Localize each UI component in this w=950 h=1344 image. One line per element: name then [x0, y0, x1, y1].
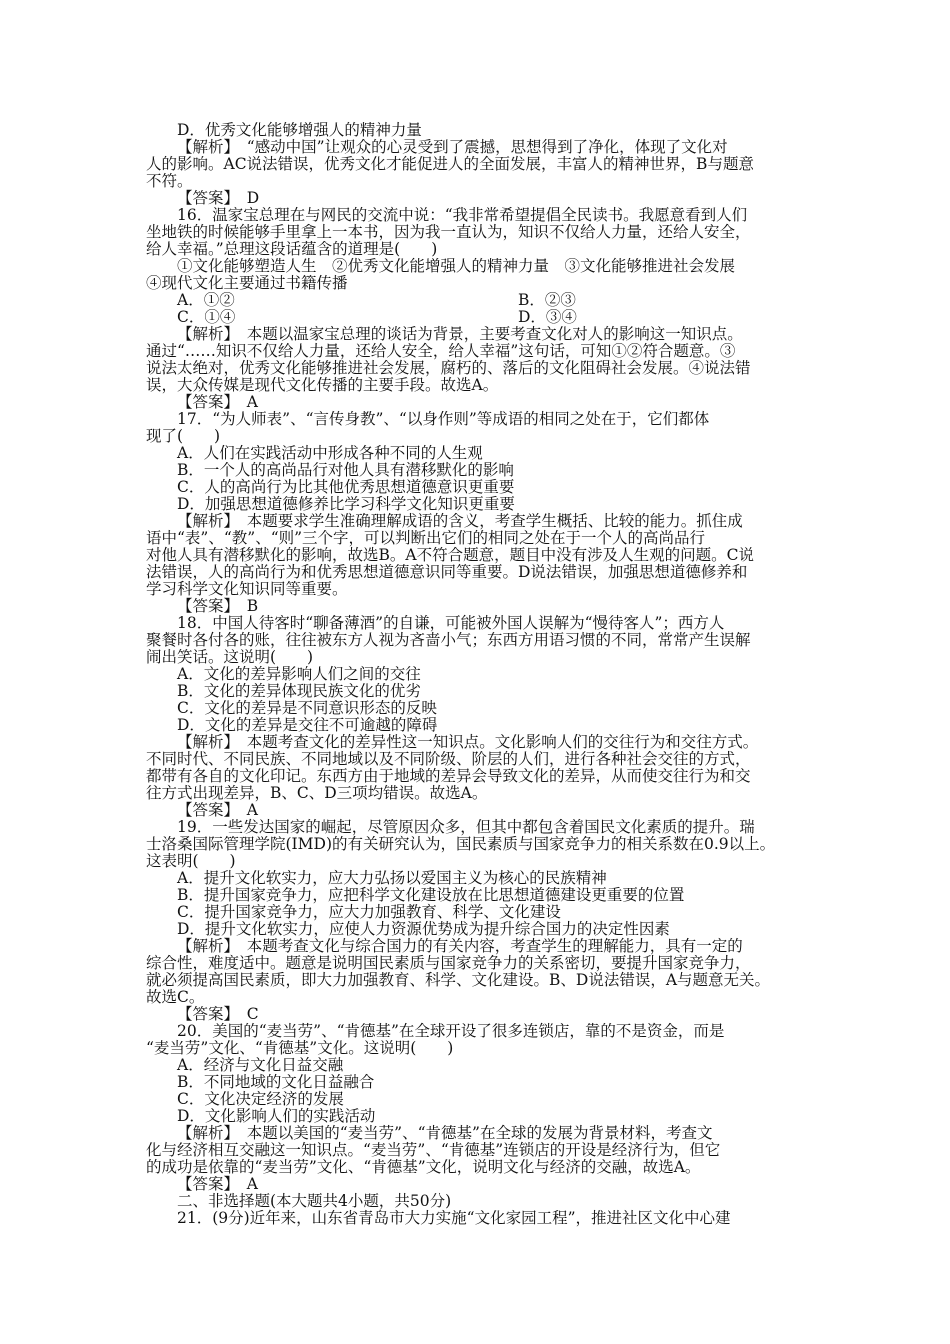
option-b: B．②③	[518, 291, 576, 309]
analysis-line: 都带有各自的文化印记。东西方由于地域的差异会导致文化的差异，从而使交往行为和交	[146, 767, 751, 785]
analysis-line: 学习科学文化知识同等重要。	[146, 580, 348, 598]
question-17-line: 17．“为人师表”、“言传身教”、“以身作则”等成语的相同之处在于，它们都体	[177, 410, 710, 428]
question-21-line: 21．(9分)近年来，山东省青岛市大力实施“文化家园工程”，推进社区文化中心建	[177, 1209, 731, 1227]
question-20-line: “麦当劳”文化、“肯德基”文化。这说明( )	[146, 1039, 454, 1057]
answer-line: 【答案】 C	[177, 1005, 259, 1023]
option-c: C．文化决定经济的发展	[177, 1090, 344, 1108]
question-16-line: 给人幸福。”总理这段话蕴含的道理是( )	[146, 240, 438, 258]
option-d: D．文化的差异是交往不可逾越的障碍	[177, 716, 438, 734]
analysis-line: 不符。	[146, 172, 193, 190]
option-c: C．文化的差异是不同意识形态的反映	[177, 699, 437, 717]
answer-line: 【答案】 A	[177, 801, 258, 819]
option-b: B．一个人的高尚品行对他人具有潜移默化的影响	[177, 461, 514, 479]
analysis-line: 故选C。	[146, 988, 205, 1006]
analysis-line: 不同时代、不同民族、不同地域以及不同阶级、阶层的人们，进行各种社会交往的方式，	[146, 750, 751, 768]
option-c: C．人的高尚行为比其他优秀思想道德意识更重要	[177, 478, 515, 496]
option-b: B．文化的差异体现民族文化的优劣	[177, 682, 421, 700]
statement-line: ①文化能够塑造人生 ②优秀文化能增强人的精神力量 ③文化能够推进社会发展	[177, 257, 736, 275]
option-c: C．提升国家竞争力，应大力加强教育、科学、文化建设	[177, 903, 561, 921]
option-row	[146, 292, 810, 309]
question-19-line: 士洛桑国际管理学院(IMD)的有关研究认为，国民素质与国家竞争力的相关系数在0.9以上。	[146, 835, 776, 853]
analysis-line: 通过“……知识不仅给人力量，还给人安全，给人幸福”这句话，可知①②符合题意。③	[146, 342, 736, 360]
option-a: A．人们在实践活动中形成各种不同的人生观	[177, 444, 483, 462]
analysis-line: 综合性，难度适中。题意是说明国民素质与国家竞争力的关系密切，要提升国家竞争力，	[146, 954, 751, 972]
answer-line: 【答案】 B	[177, 597, 259, 615]
option-c: C．①④	[177, 308, 236, 326]
answer-line: 【答案】 D	[177, 189, 260, 207]
question-16-line: 16．温家宝总理在与网民的交流中说：“我非常希望提倡全民读书。我愿意看到人们	[177, 206, 748, 224]
analysis-line: 对他人具有潜移默化的影响，故选B。A不符合题意，题目中没有涉及人生观的问题。C说	[146, 546, 754, 564]
answer-line: 【答案】 A	[177, 1175, 258, 1193]
analysis-line: 【解析】 本题以温家宝总理的谈话为背景，主要考查文化对人的影响这一知识点。	[177, 325, 743, 343]
option-a: A．经济与文化日益交融	[177, 1056, 344, 1074]
analysis-line: 【解析】 本题考查文化与综合国力的有关内容，考查学生的理解能力，具有一定的	[177, 937, 743, 955]
question-20-line: 20．美国的“麦当劳”、“肯德基”在全球开设了很多连锁店，靠的不是资金，而是	[177, 1022, 725, 1040]
analysis-line: 语中“表”、“教”、“则”三个字，可以判断出它们的相同之处在于一个人的高尚品行	[146, 529, 706, 547]
section-heading: 二、非选择题(本大题共4小题，共50分)	[177, 1192, 452, 1210]
analysis-line: 【解析】 “感动中国”让观众的心灵受到了震撼，思想得到了净化，体现了文化对	[177, 138, 728, 156]
answer-line: 【答案】 A	[177, 393, 258, 411]
analysis-line: 人的影响。AC说法错误，优秀文化才能促进人的全面发展，丰富人的精神世界，B与题意	[146, 155, 754, 173]
analysis-line: 【解析】 本题考查文化的差异性这一知识点。文化影响人们的交往行为和交往方式。	[177, 733, 759, 751]
option-row	[146, 309, 810, 326]
analysis-line: 【解析】 本题要求学生准确理解成语的含义，考查学生概括、比较的能力。抓住成	[177, 512, 743, 530]
analysis-line: 法错误，人的高尚行为和优秀思想道德意识同等重要。D说法错误，加强思想道德修养和	[146, 563, 748, 581]
analysis-line: 说法太绝对，优秀文化能够推进社会发展，腐朽的、落后的文化阻碍社会发展。④说法错	[146, 359, 751, 377]
option-b: B．提升国家竞争力，应把科学文化建设放在比思想道德建设更重要的位置	[177, 886, 685, 904]
option-a: A．提升文化软实力，应大力弘扬以爱国主义为核心的民族精神	[177, 869, 607, 887]
analysis-line: 就必须提高国民素质，即大力加强教育、科学、文化建设。B、D说法错误，A与题意无关。	[146, 971, 771, 989]
analysis-line: 【解析】 本题以美国的“麦当劳”、“肯德基”在全球的发展为背景材料，考查文	[177, 1124, 713, 1142]
question-19-line: 这表明( )	[146, 852, 236, 870]
option-d: D．加强思想道德修养比学习科学文化知识更重要	[177, 495, 515, 513]
question-18-line: 闹出笑话。这说明( )	[146, 648, 314, 666]
question-17-line: 现了( )	[146, 427, 221, 445]
option-d-line: D．优秀文化能够增强人的精神力量	[177, 121, 422, 139]
analysis-line: 化与经济相互交融这一知识点。“麦当劳”、“肯德基”连锁店的开设是经济行为，但它	[146, 1141, 721, 1159]
option-d: D．提升文化软实力，应使人力资源优势成为提升综合国力的决定性因素	[177, 920, 670, 938]
statement-line: ④现代文化主要通过书籍传播	[146, 274, 348, 292]
option-b: B．不同地域的文化日益融合	[177, 1073, 375, 1091]
document-page	[146, 122, 810, 1227]
analysis-line: 往方式出现差异，B、C、D三项均错误。故选A。	[146, 784, 488, 802]
option-a: A．①②	[177, 291, 235, 309]
analysis-line: 的成功是依靠的“麦当劳”文化、“肯德基”文化，说明文化与经济的交融，故选A。	[146, 1158, 701, 1176]
option-d: D．③④	[518, 308, 577, 326]
analysis-line: 误，大众传媒是现代文化传播的主要手段。故选A。	[146, 376, 499, 394]
question-18-line: 聚餐时各付各的账，往往被东方人视为吝啬小气；东西方用语习惯的不同，常常产生误解	[146, 631, 751, 649]
option-a: A．文化的差异影响人们之间的交往	[177, 665, 421, 683]
option-d: D．文化影响人们的实践活动	[177, 1107, 376, 1125]
question-16-line: 坐地铁的时候能够手里拿上一本书，因为我一直认为，知识不仅给人力量，还给人安全，	[146, 223, 751, 241]
question-18-line: 18．中国人待客时“聊备薄酒”的自谦，可能被外国人误解为“慢待客人”；西方人	[177, 614, 725, 632]
question-19-line: 19．一些发达国家的崛起，尽管原因众多，但其中都包含着国民文化素质的提升。瑞	[177, 818, 755, 836]
